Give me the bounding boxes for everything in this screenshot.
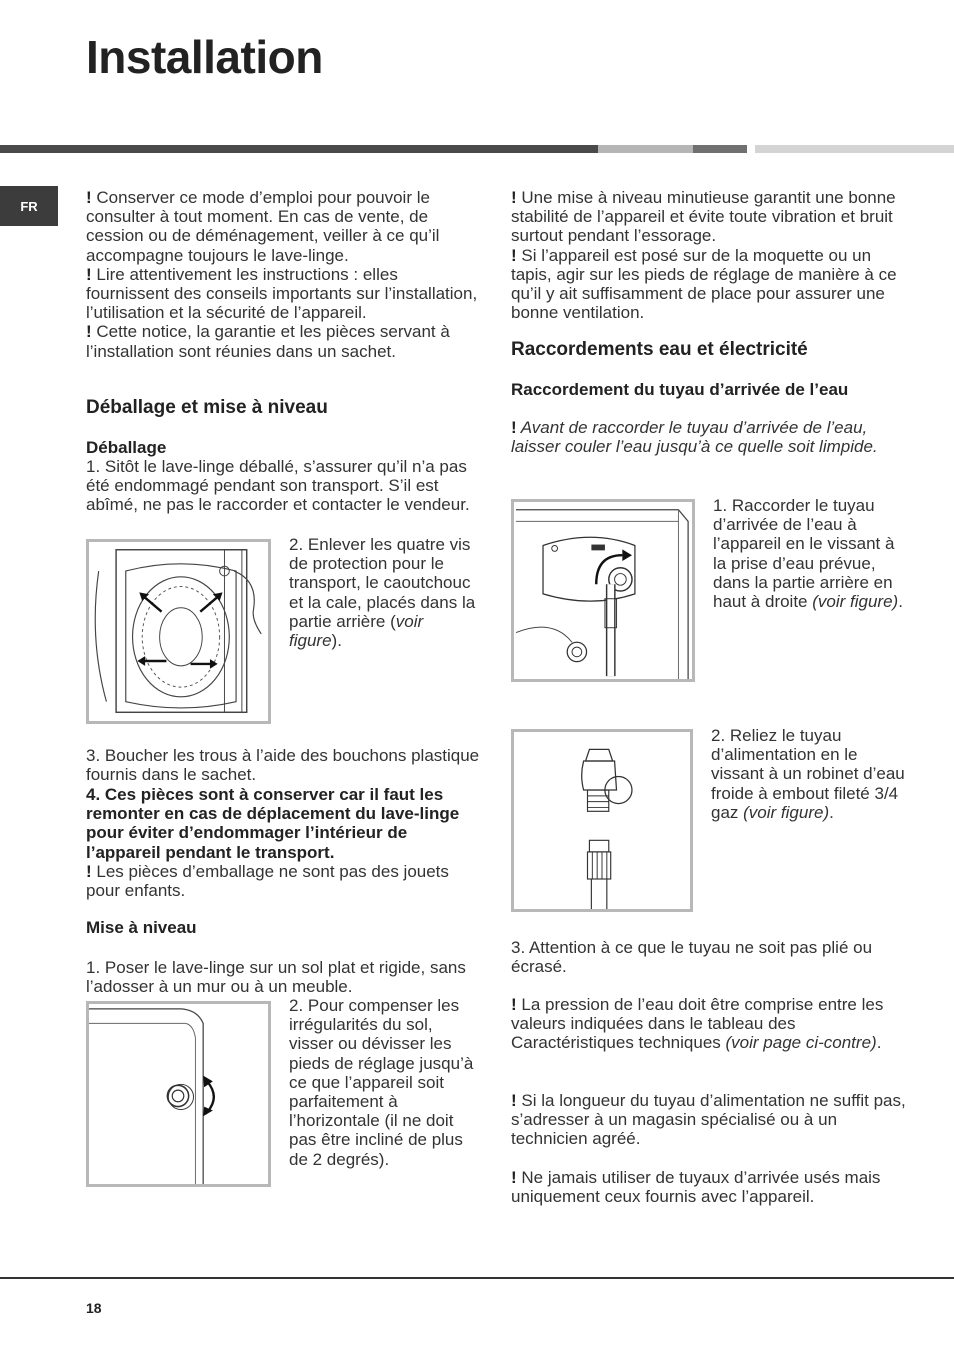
figure-transport-screws <box>86 539 271 724</box>
right-intro-1: ! Une mise à niveau minutieuse garantit une bonne stabilité de l’appareil et évite toute vibration et bruit surtout pendant l’essorage. <box>511 188 896 246</box>
used-hose-warning: ! Ne jamais utiliser de tuyaux d’arrivée usés mais uniquement ceux fournis avec l’appareil. <box>511 1168 881 1207</box>
transport-screws-illustration <box>89 542 268 721</box>
header-bar-mid <box>693 145 747 153</box>
niveau-step-2: 2. Pour compenser les irrégularités du sol, visser ou dévisser les pieds de réglage jusqu’à ce que l’appareil soit parfaitement à l’horizontale (il ne doit pas être incliné de plus de 2 degrés). <box>289 996 474 1169</box>
niveau-step-1: 1. Poser le lave-linge sur un sol plat et rigide, sans l’adosser à un mur ou à un meuble. <box>86 958 466 997</box>
raccordement-step-3: 3. Attention à ce que le tuyau ne soit pas plié ou écrasé. <box>511 938 873 977</box>
figure-water-inlet <box>511 499 695 682</box>
pressure-warning: ! La pression de l’eau doit être comprise entre les valeurs indiquées dans le tableau des Caractéristiques techniques (voir page ci-contre). <box>511 995 884 1053</box>
faucet-connection-illustration <box>514 732 690 909</box>
figure-faucet-connection <box>511 729 693 912</box>
deballage-step-1: 1. Sitôt le lave-linge déballé, s’assurer qu’il n’a pas été endommagé pendant son transport. S’il est abîmé, ne pas le raccorder et contacter le vendeur. <box>86 457 470 515</box>
page-number: 18 <box>86 1300 102 1316</box>
water-inlet-illustration <box>514 502 692 679</box>
subtitle-mise-a-niveau: Mise à niveau <box>86 918 197 937</box>
header-bar-dark <box>0 145 598 153</box>
deballage-step-2: 2. Enlever les quatre vis de protection pour le transport, le caoutchouc et la cale, placés dans la partie arrière (voir figure). <box>289 535 476 651</box>
deballage-step-4: 4. Ces pièces sont à conserver car il faut les remonter en cas de déplacement du lave-linge pour éviter d’endommager l’intérieur de l’appareil pendant le transport. <box>86 785 460 862</box>
raccordement-step-1: 1. Raccorder le tuyau d’arrivée de l’eau à l’appareil en le vissant à la prise d’eau prévue, dans la partie arrière en haut à droite (voir figure). <box>713 496 903 612</box>
left-intro <box>86 188 481 361</box>
figure-leveling-feet <box>86 1001 271 1187</box>
leveling-feet-illustration <box>89 1004 268 1184</box>
left-intro-2: ! Lire attentivement les instructions : elles fournissent des conseils importants sur l’installation, l’utilisation et la sécurité de l’appareil. <box>86 264 478 323</box>
right-intro <box>511 188 906 322</box>
page-title: Installation <box>86 31 323 83</box>
deballage-step-3: 3. Boucher les trous à l’aide des bouchons plastique fournis dans le sachet. <box>86 746 480 785</box>
subtitle-raccordement-tuyau: Raccordement du tuyau d’arrivée de l’eau <box>511 380 849 399</box>
footer-rule <box>0 1277 954 1279</box>
hose-length-warning: ! Si la longueur du tuyau d’alimentation ne suffit pas, s’adresser à un magasin spécialisé ou à un technicien agréé. <box>511 1091 906 1149</box>
section-title-raccordements: Raccordements eau et électricité <box>511 339 808 360</box>
language-tab: FR <box>0 186 58 226</box>
subtitle-deballage: Déballage <box>86 438 167 457</box>
header-bar-pale <box>755 145 954 153</box>
left-intro-1: ! Conserver ce mode d’emploi pour pouvoir le consulter à tout moment. En cas de vente, de cession ou de déménagement, veiller à ce qu’il accompagne toujours le lave-linge. <box>86 188 440 265</box>
right-intro-2: ! Si l’appareil est posé sur de la moquette ou un tapis, agir sur les pieds de réglage de manière à ce qu’il y ait suffisamment de place pour assurer une bonne ventilation. <box>511 245 897 323</box>
left-intro-3: ! Cette notice, la garantie et les pièces servant à l’installation sont réunies dans un sachet. <box>86 322 450 361</box>
section-title-deballage: Déballage et mise à niveau <box>86 397 328 418</box>
raccordement-step-2: 2. Reliez le tuyau d’alimentation en le vissant à un robinet d’eau froide à embout fileté 3/4 gaz (voir figure). <box>711 726 905 822</box>
deballage-warning: ! Les pièces d’emballage ne sont pas des jouets pour enfants. <box>86 862 449 901</box>
raccordement-note: ! Avant de raccorder le tuyau d’arrivée de l’eau, laisser couler l’eau jusqu’à ce quelle soit limpide. <box>511 418 878 457</box>
header-bar-light <box>598 145 693 153</box>
